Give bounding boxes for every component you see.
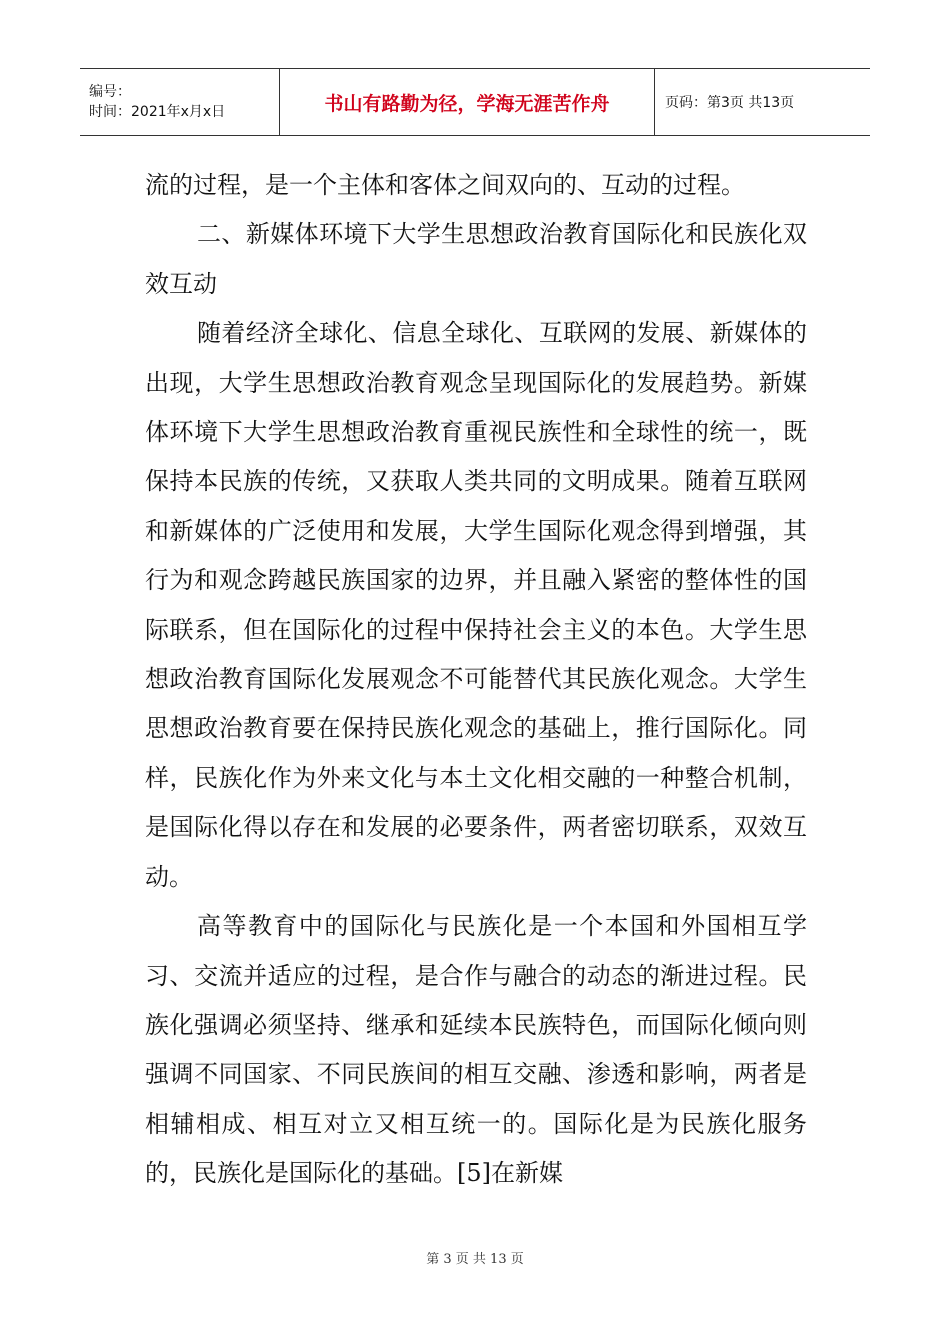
header-meta xyxy=(80,69,280,135)
paragraph: 高等教育中的国际化与民族化是一个本国和外国相互学习、交流并适应的过程，是合作与融合的动态的渐进过程。民族化强调必须坚持、继承和延续本民族特色，而国际化倾向则强调不同国家、不同民族间的相互交融、渗透和影响，两者是相辅相成、相互对立又相互统一的。国际化是为民族化服务的，民族化是国际化的基础。[5]在新媒 xyxy=(145,912,807,1188)
page-footer: 第 3 页 共 13 页 xyxy=(426,1252,524,1267)
serial-label: 编号： xyxy=(89,84,131,100)
paragraph-continuation: 流的过程，是一个主体和客体之间双向的、互动的过程。 xyxy=(145,171,745,199)
header-motto: 书山有路勤为径，学海无涯苦作舟 xyxy=(280,69,655,135)
header-page-info: 页码：第3页 共13页 xyxy=(665,95,795,111)
section-heading: 二、新媒体环境下大学生思想政治教育国际化和民族化双效互动 xyxy=(145,220,807,298)
document-body xyxy=(145,161,807,1199)
paragraph: 随着经济全球化、信息全球化、互联网的发展、新媒体的出现，大学生思想政治教育观念呈现国际化的发展趋势。新媒体环境下大学生思想政治教育重视民族性和全球性的统一，既保持本民族的传统，又获取人类共同的文明成果。随着互联网和新媒体的广泛使用和发展，大学生国际化观念得到增强，其行为和观念跨越民族国家的边界，并且融入紧密的整体性的国际联系，但在国际化的过程中保持社会主义的本色。大学生思想政治教育国际化发展观念不可能替代其民族化观念。大学生思想政治教育要在保持民族化观念的基础上，推行国际化。同样，民族化作为外来文化与本土文化相交融的一种整合机制，是国际化得以存在和发展的必要条件，两者密切联系，双效互动。 xyxy=(145,319,807,891)
time-label: 时间：2021年x月x日 xyxy=(89,104,226,120)
document-header xyxy=(80,68,870,136)
